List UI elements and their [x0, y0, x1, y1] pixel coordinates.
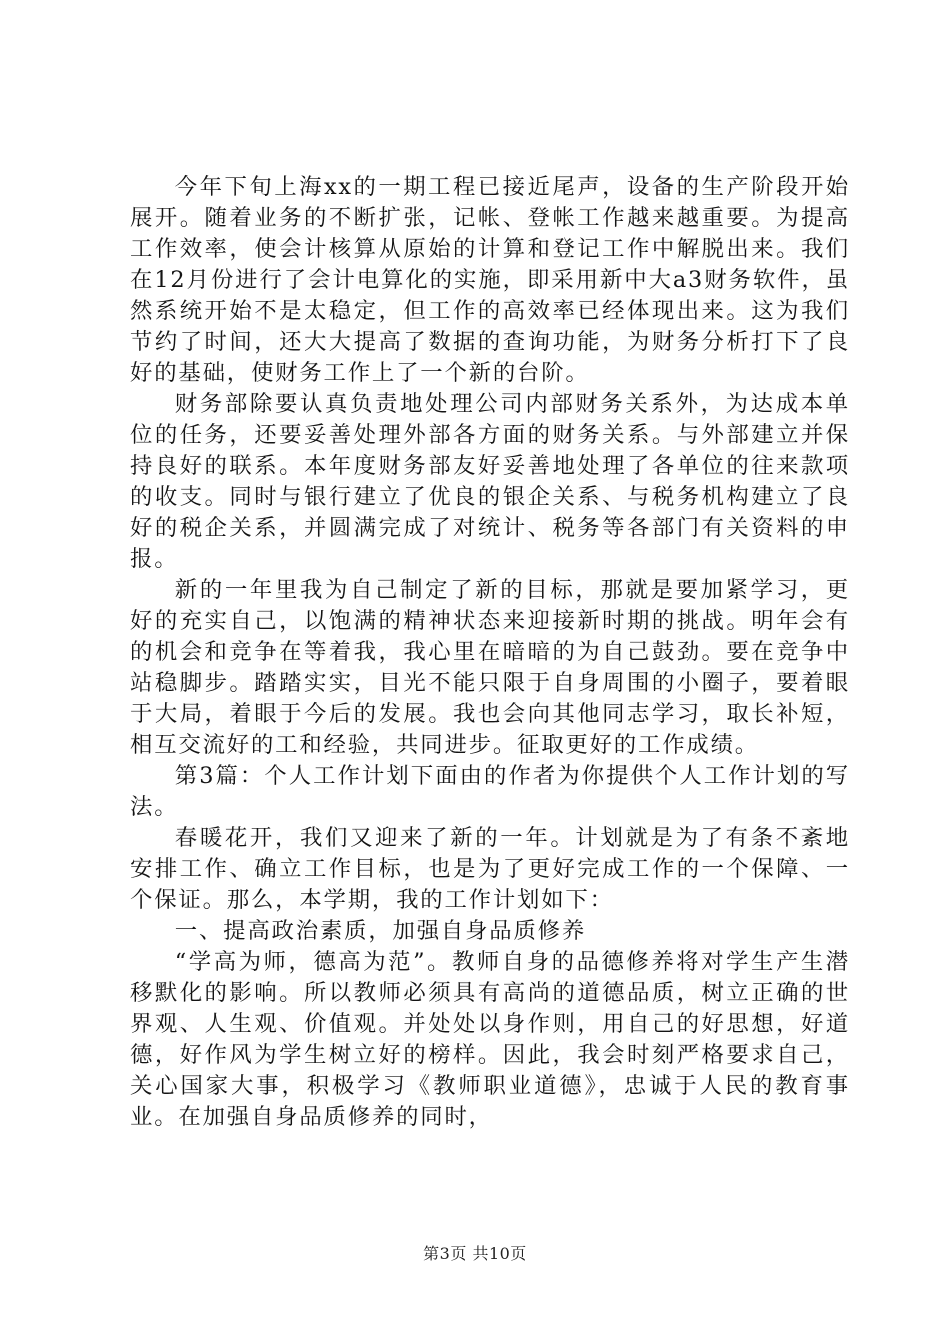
paragraph-plan-intro: 春暖花开，我们又迎来了新的一年。计划就是为了有条不紊地安排工作、确立工作目标，也是为了更好完成工作的一个保障、一个保证。那么，本学期，我的工作计划如下： — [130, 825, 850, 913]
paragraph-external-relations: 财务部除要认真负责地处理公司内部财务关系外，为达成本单位的任务，还要妥善处理外部各方面的财务关系。与外部建立并保持良好的联系。本年度财务部友好妥善地处理了各单位的往来款项的收支。同时与银行建立了优良的银企关系、与税务机构建立了良好的税企关系，并圆满完成了对统计、税务等各部门有关资料的申报。 — [130, 391, 850, 572]
paragraph-section-title: 第3篇：个人工作计划下面由的作者为你提供个人工作计划的写法。 — [130, 763, 850, 820]
paragraph-accounting-computerization: 今年下旬上海xx的一期工程已接近尾声，设备的生产阶段开始展开。随着业务的不断扩张，记帐、登帐工作越来越重要。为提高工作效率，使会计核算从原始的计算和登记工作中解脱出来。我们在12月份进行了会计电算化的实施，即采用新中大a3财务软件，虽然系统开始不是太稳定，但工作的高效率已经体现出来。这为我们节约了时间，还大大提高了数据的查询功能，为财务分析打下了良好的基础，使财务工作上了一个新的台阶。 — [130, 174, 850, 386]
page-number-footer: 第3页 共10页 — [423, 1244, 527, 1263]
paragraph-teacher-ethics: “学高为师，德高为范”。教师自身的品德修养将对学生产生潜移默化的影响。所以教师必须具有高尚的道德品质，树立正确的世界观、人生观、价值观。并处处以身作则，用自己的好思想，好道德，好作风为学生树立好的榜样。因此，我会时刻严格要求自己，关心国家大事，积极学习《教师职业道德》，忠诚于人民的教育事业。在加强自身品质修养的同时， — [130, 949, 850, 1130]
paragraph-new-year-goals: 新的一年里我为自己制定了新的目标，那就是要加紧学习，更好的充实自己，以饱满的精神状态来迎接新时期的挑战。明年会有的机会和竞争在等着我，我心里在暗暗的为自己鼓劲。要在竞争中站稳脚步。踏踏实实，目光不能只限于自身周围的小圈子，要着眼于大局，着眼于今后的发展。我也会向其他同志学习，取长补短，相互交流好的工和经验，共同进步。征取更好的工作成绩。 — [130, 577, 850, 758]
document-body — [130, 172, 850, 1133]
paragraph-heading-political-quality: 一、提高政治素质，加强自身品质修养 — [174, 918, 587, 944]
